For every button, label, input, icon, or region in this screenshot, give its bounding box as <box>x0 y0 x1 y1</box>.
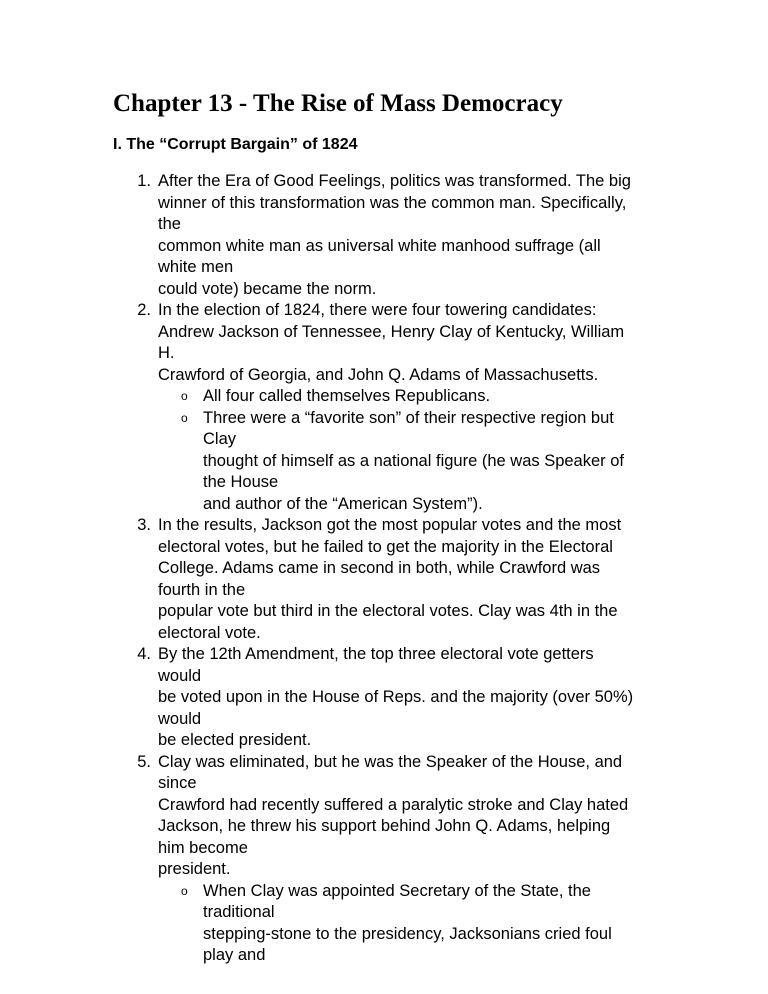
list-item <box>137 752 678 967</box>
list-item-text-line: In the election of 1824, there were four towering candidates: <box>158 301 597 319</box>
list-item-text-line: Crawford had recently suffered a paralytic stroke and Clay hated <box>158 795 629 814</box>
list-item <box>137 515 678 644</box>
list-item-text-line: Crawford of Georgia, and John Q. Adams of Massachusetts. <box>158 365 599 384</box>
list-item-text-line: common white man as universal white manhood suffrage (all <box>158 236 601 255</box>
list-item-text-line: be voted upon in the House of Reps. and the majority (over 50%) <box>158 688 634 706</box>
list-item-text-line: him become <box>158 838 248 857</box>
sub-list-item-text-line: thought of himself as a national figure (he was Speaker of <box>203 451 624 470</box>
list-item-text-line: H. <box>158 344 175 362</box>
sub-list-item-text-line: stepping-stone to the presidency, Jacksonians cried foul <box>203 924 612 943</box>
circle-bullet-icon: o <box>181 389 188 403</box>
sub-list-item <box>181 386 678 408</box>
circle-bullet-icon: o <box>181 410 188 425</box>
list-item-number: 1. <box>137 172 151 190</box>
list-item-text-line: electoral votes, but he failed to get the majority in the Electoral <box>158 537 613 556</box>
circle-bullet-icon: o <box>181 883 188 898</box>
sub-list-item-text-line: Clay <box>203 430 237 448</box>
list-item-text-line: By the 12th Amendment, the top three electoral vote getters <box>158 645 594 663</box>
sub-list-item-text-line: the House <box>203 473 279 491</box>
list-item-text-line: popular vote but third in the electoral votes. Clay was 4th in the <box>158 602 618 620</box>
list-item-text-line: College. Adams came in second in both, while Crawford was <box>158 559 601 577</box>
list-item-text-line: president. <box>158 860 231 878</box>
list-item-text-line: would <box>158 709 202 728</box>
sub-list-item-text-line: and author of the “American System”). <box>203 494 483 513</box>
sub-list-item-text-line: All four called themselves Republicans. <box>203 387 491 405</box>
sub-list-item-text-line: traditional <box>203 903 275 921</box>
list-item <box>137 644 678 752</box>
list-item-text-line: electoral vote. <box>158 623 261 642</box>
numbered-list <box>137 171 678 967</box>
sub-list <box>158 386 678 515</box>
sub-list-item-text-line: play and <box>203 946 266 964</box>
sub-list-item-text-line: Three were a “favorite son” of their respective region but <box>203 408 614 427</box>
list-item-text-line: After the Era of Good Feelings, politics was transformed. The big <box>158 172 631 190</box>
list-item <box>137 300 678 515</box>
sub-list-item <box>181 881 678 967</box>
list-item <box>137 171 678 300</box>
list-item-text-line: be elected president. <box>158 731 312 749</box>
list-item-text-line: In the results, Jackson got the most popular votes and the most <box>158 516 622 534</box>
list-item-text-line: would <box>158 666 202 685</box>
list-item-text-line: the <box>158 215 181 233</box>
list-item-text-line: Andrew Jackson of Tennessee, Henry Clay of Kentucky, William <box>158 322 625 341</box>
list-item-text-line: winner of this transformation was the common man. Specifically, <box>158 193 627 212</box>
list-item-text-line: could vote) became the norm. <box>158 279 377 298</box>
sub-list-item <box>181 408 678 516</box>
list-item-number: 5. <box>137 752 151 771</box>
list-item-number: 3. <box>137 516 151 534</box>
list-item-number: 2. <box>137 301 151 319</box>
list-item-text-line: fourth in the <box>158 580 246 599</box>
section-heading: I. The “Corrupt Bargain” of 1824 <box>113 136 358 153</box>
list-item-text-line: Clay was eliminated, but he was the Speaker of the House, and <box>158 752 623 771</box>
list-item-text-line: white men <box>158 258 234 276</box>
list-item-number: 4. <box>137 645 151 663</box>
list-item-text-line: Jackson, he threw his support behind John Q. Adams, helping <box>158 817 611 835</box>
sub-list <box>158 881 678 967</box>
list-item-text-line: since <box>158 774 197 792</box>
chapter-title: Chapter 13 - The Rise of Mass Democracy <box>113 90 563 117</box>
sub-list-item-text-line: When Clay was appointed Secretary of the State, the <box>203 881 591 900</box>
